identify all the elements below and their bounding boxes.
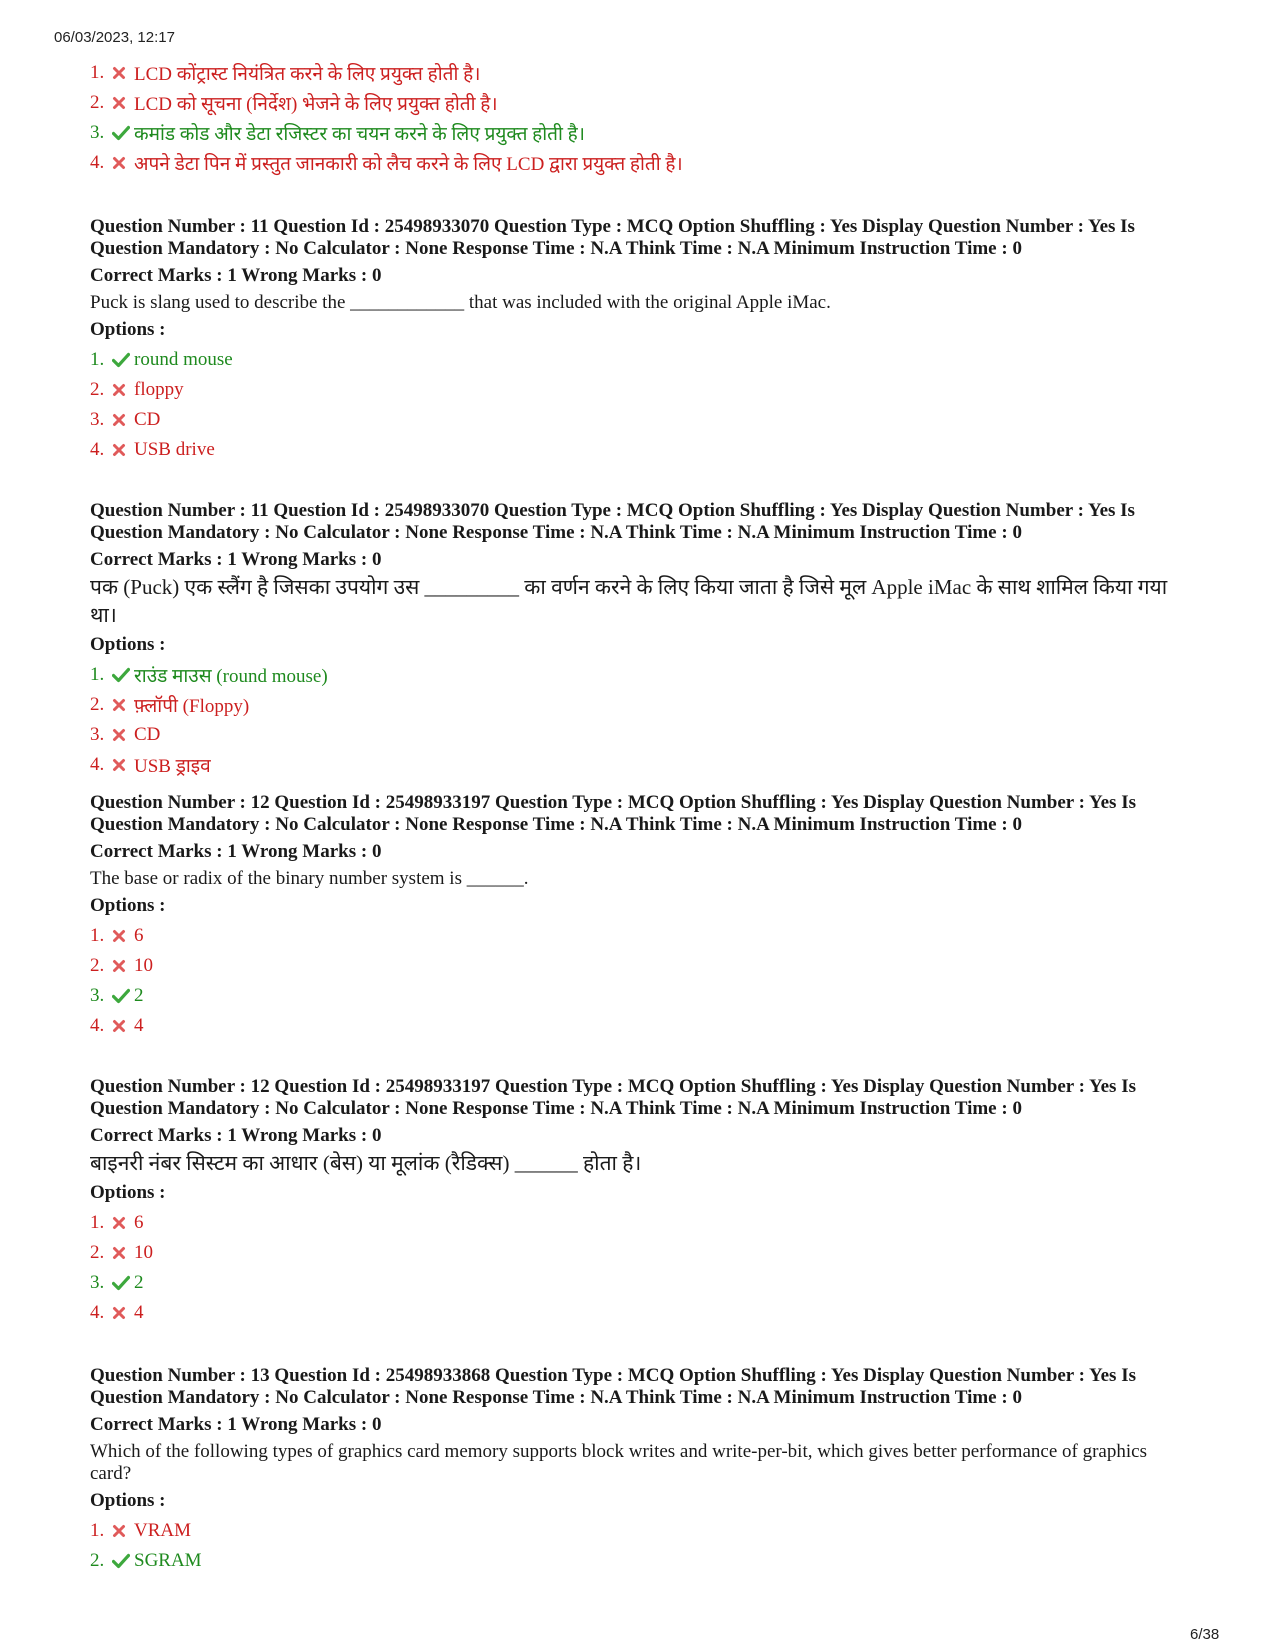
options-label: Options : bbox=[90, 634, 166, 655]
check-icon bbox=[112, 1275, 134, 1291]
option-number: 4. bbox=[90, 1302, 105, 1323]
cross-icon bbox=[112, 1019, 134, 1033]
question-marks: Correct Marks : 1 Wrong Marks : 0 bbox=[90, 549, 382, 570]
cross-icon bbox=[112, 66, 134, 80]
option-item bbox=[90, 750, 1190, 780]
question-text: Which of the following types of graphics card memory supports block writes and write-per-bit, which gives better performance of graphics card? bbox=[90, 1441, 1147, 1484]
option-number: 3. bbox=[90, 724, 105, 745]
option-text: VRAM bbox=[134, 1520, 192, 1541]
question-marks: Correct Marks : 1 Wrong Marks : 0 bbox=[90, 1125, 382, 1146]
option-item bbox=[90, 375, 1190, 405]
option-item bbox=[90, 1546, 1190, 1576]
option-item bbox=[90, 148, 683, 178]
option-item bbox=[90, 1208, 1190, 1238]
option-text: 6 bbox=[134, 925, 144, 946]
print-datetime: 06/03/2023, 12:17 bbox=[54, 29, 175, 46]
option-number: 3. bbox=[90, 1272, 105, 1293]
option-item bbox=[90, 981, 1190, 1011]
option-number: 1. bbox=[90, 349, 105, 370]
option-item bbox=[90, 405, 1190, 435]
cross-icon bbox=[112, 1524, 134, 1538]
question-text: The base or radix of the binary number system is ______. bbox=[90, 868, 529, 889]
cross-icon bbox=[112, 959, 134, 973]
option-item bbox=[90, 951, 1190, 981]
option-number: 2. bbox=[90, 955, 105, 976]
option-number: 3. bbox=[90, 122, 105, 143]
option-number: 2. bbox=[90, 1242, 105, 1263]
option-number: 1. bbox=[90, 1520, 105, 1541]
question-marks: Correct Marks : 1 Wrong Marks : 0 bbox=[90, 841, 382, 862]
option-number: 1. bbox=[90, 1212, 105, 1233]
cross-icon bbox=[112, 698, 134, 712]
option-text: कमांड कोड और डेटा रजिस्टर का चयन करने के लिए प्रयुक्त होती है। bbox=[134, 124, 585, 145]
question-block bbox=[90, 792, 1190, 1041]
question-meta: Question Number : 11 Question Id : 25498933070 Question Type : MCQ Option Shuffling : Yes Display Question Number : Yes Is Question Mandatory : No Calculator : None Response Time : N.A Think Time : N.A Minimum Instruction Time : 0 bbox=[90, 500, 1135, 543]
option-text: SGRAM bbox=[134, 1550, 202, 1571]
question-meta: Question Number : 12 Question Id : 25498933197 Question Type : MCQ Option Shuffling : Yes Display Question Number : Yes Is Question Mandatory : No Calculator : None Response Time : N.A Think Time : N.A Minimum Instruction Time : 0 bbox=[90, 1076, 1136, 1119]
option-number: 2. bbox=[90, 379, 105, 400]
option-number: 2. bbox=[90, 694, 105, 715]
cross-icon bbox=[112, 156, 134, 170]
question-block bbox=[90, 500, 1190, 780]
options-label: Options : bbox=[90, 1490, 166, 1511]
option-list bbox=[90, 660, 1190, 780]
option-list bbox=[90, 921, 1190, 1041]
option-list-continued bbox=[90, 58, 683, 178]
question-text: पक (Puck) एक स्लैंग है जिसका उपयोग उस _________ का वर्णन करने के लिए किया जाता है जिसे मूल Apple iMac के साथ शामिल किया गया था। bbox=[90, 575, 1168, 627]
cross-icon bbox=[112, 443, 134, 457]
option-number: 4. bbox=[90, 152, 105, 173]
option-number: 3. bbox=[90, 409, 105, 430]
cross-icon bbox=[112, 728, 134, 742]
check-icon bbox=[112, 352, 134, 368]
option-number: 3. bbox=[90, 985, 105, 1006]
option-text: LCD कोंट्रास्ट नियंत्रित करने के लिए प्रयुक्त होती है। bbox=[134, 64, 481, 85]
option-text: CD bbox=[134, 409, 161, 430]
cross-icon bbox=[112, 1216, 134, 1230]
check-icon bbox=[112, 125, 134, 141]
question-meta: Question Number : 12 Question Id : 25498933197 Question Type : MCQ Option Shuffling : Yes Display Question Number : Yes Is Question Mandatory : No Calculator : None Response Time : N.A Think Time : N.A Minimum Instruction Time : 0 bbox=[90, 792, 1136, 835]
option-text: round mouse bbox=[134, 349, 233, 370]
option-text: 2 bbox=[134, 985, 144, 1006]
question-marks: Correct Marks : 1 Wrong Marks : 0 bbox=[90, 1414, 382, 1435]
cross-icon bbox=[112, 1306, 134, 1320]
option-item bbox=[90, 88, 683, 118]
option-item bbox=[90, 118, 683, 148]
option-item bbox=[90, 921, 1190, 951]
option-text: LCD को सूचना (निर्देश) भेजने के लिए प्रयुक्त होती है। bbox=[134, 94, 498, 115]
option-item bbox=[90, 1011, 1190, 1041]
option-text: 4 bbox=[134, 1302, 144, 1323]
option-text: अपने डेटा पिन में प्रस्तुत जानकारी को लैच करने के लिए LCD द्वारा प्रयुक्त होती है। bbox=[134, 154, 683, 175]
option-item bbox=[90, 1238, 1190, 1268]
options-label: Options : bbox=[90, 319, 166, 340]
option-text: राउंड माउस (round mouse) bbox=[134, 666, 328, 687]
option-number: 4. bbox=[90, 439, 105, 460]
option-text: 10 bbox=[134, 955, 153, 976]
check-icon bbox=[112, 988, 134, 1004]
option-item bbox=[90, 1516, 1190, 1546]
option-number: 4. bbox=[90, 754, 105, 775]
question-block bbox=[90, 1365, 1190, 1576]
question-text: बाइनरी नंबर सिस्टम का आधार (बेस) या मूलांक (रैडिक्स) ______ होता है। bbox=[90, 1151, 642, 1175]
option-item bbox=[90, 345, 1190, 375]
option-text: USB drive bbox=[134, 439, 215, 460]
option-number: 2. bbox=[90, 92, 105, 113]
check-icon bbox=[112, 667, 134, 683]
option-list bbox=[90, 1208, 1190, 1328]
option-number: 4. bbox=[90, 1015, 105, 1036]
option-item bbox=[90, 435, 1190, 465]
option-item bbox=[90, 1298, 1190, 1328]
option-number: 1. bbox=[90, 62, 105, 83]
option-item bbox=[90, 58, 683, 88]
options-label: Options : bbox=[90, 1182, 166, 1203]
option-list bbox=[90, 345, 1190, 465]
option-text: 4 bbox=[134, 1015, 144, 1036]
cross-icon bbox=[112, 96, 134, 110]
question-text: Puck is slang used to describe the ____________ that was included with the original Apple iMac. bbox=[90, 292, 831, 313]
option-text: 6 bbox=[134, 1212, 144, 1233]
question-block bbox=[90, 1076, 1190, 1328]
option-text: USB ड्राइव bbox=[134, 756, 211, 777]
cross-icon bbox=[112, 383, 134, 397]
option-list bbox=[90, 1516, 1190, 1576]
question-meta: Question Number : 13 Question Id : 25498933868 Question Type : MCQ Option Shuffling : Yes Display Question Number : Yes Is Question Mandatory : No Calculator : None Response Time : N.A Think Time : N.A Minimum Instruction Time : 0 bbox=[90, 1365, 1136, 1408]
option-item bbox=[90, 1268, 1190, 1298]
option-number: 1. bbox=[90, 664, 105, 685]
option-text: फ़्लॉपी (Floppy) bbox=[134, 696, 250, 717]
cross-icon bbox=[112, 929, 134, 943]
option-item bbox=[90, 660, 1190, 690]
cross-icon bbox=[112, 1246, 134, 1260]
option-text: CD bbox=[134, 724, 161, 745]
option-text: 2 bbox=[134, 1272, 144, 1293]
options-label: Options : bbox=[90, 895, 166, 916]
question-block bbox=[90, 216, 1190, 465]
page-number: 6/38 bbox=[1190, 1626, 1220, 1643]
option-text: 10 bbox=[134, 1242, 153, 1263]
cross-icon bbox=[112, 413, 134, 427]
option-item bbox=[90, 690, 1190, 720]
option-number: 1. bbox=[90, 925, 105, 946]
option-number: 2. bbox=[90, 1550, 105, 1571]
check-icon bbox=[112, 1553, 134, 1569]
question-marks: Correct Marks : 1 Wrong Marks : 0 bbox=[90, 265, 382, 286]
question-meta: Question Number : 11 Question Id : 25498933070 Question Type : MCQ Option Shuffling : Yes Display Question Number : Yes Is Question Mandatory : No Calculator : None Response Time : N.A Think Time : N.A Minimum Instruction Time : 0 bbox=[90, 216, 1135, 259]
option-item bbox=[90, 720, 1190, 750]
option-text: floppy bbox=[134, 379, 184, 400]
cross-icon bbox=[112, 758, 134, 772]
